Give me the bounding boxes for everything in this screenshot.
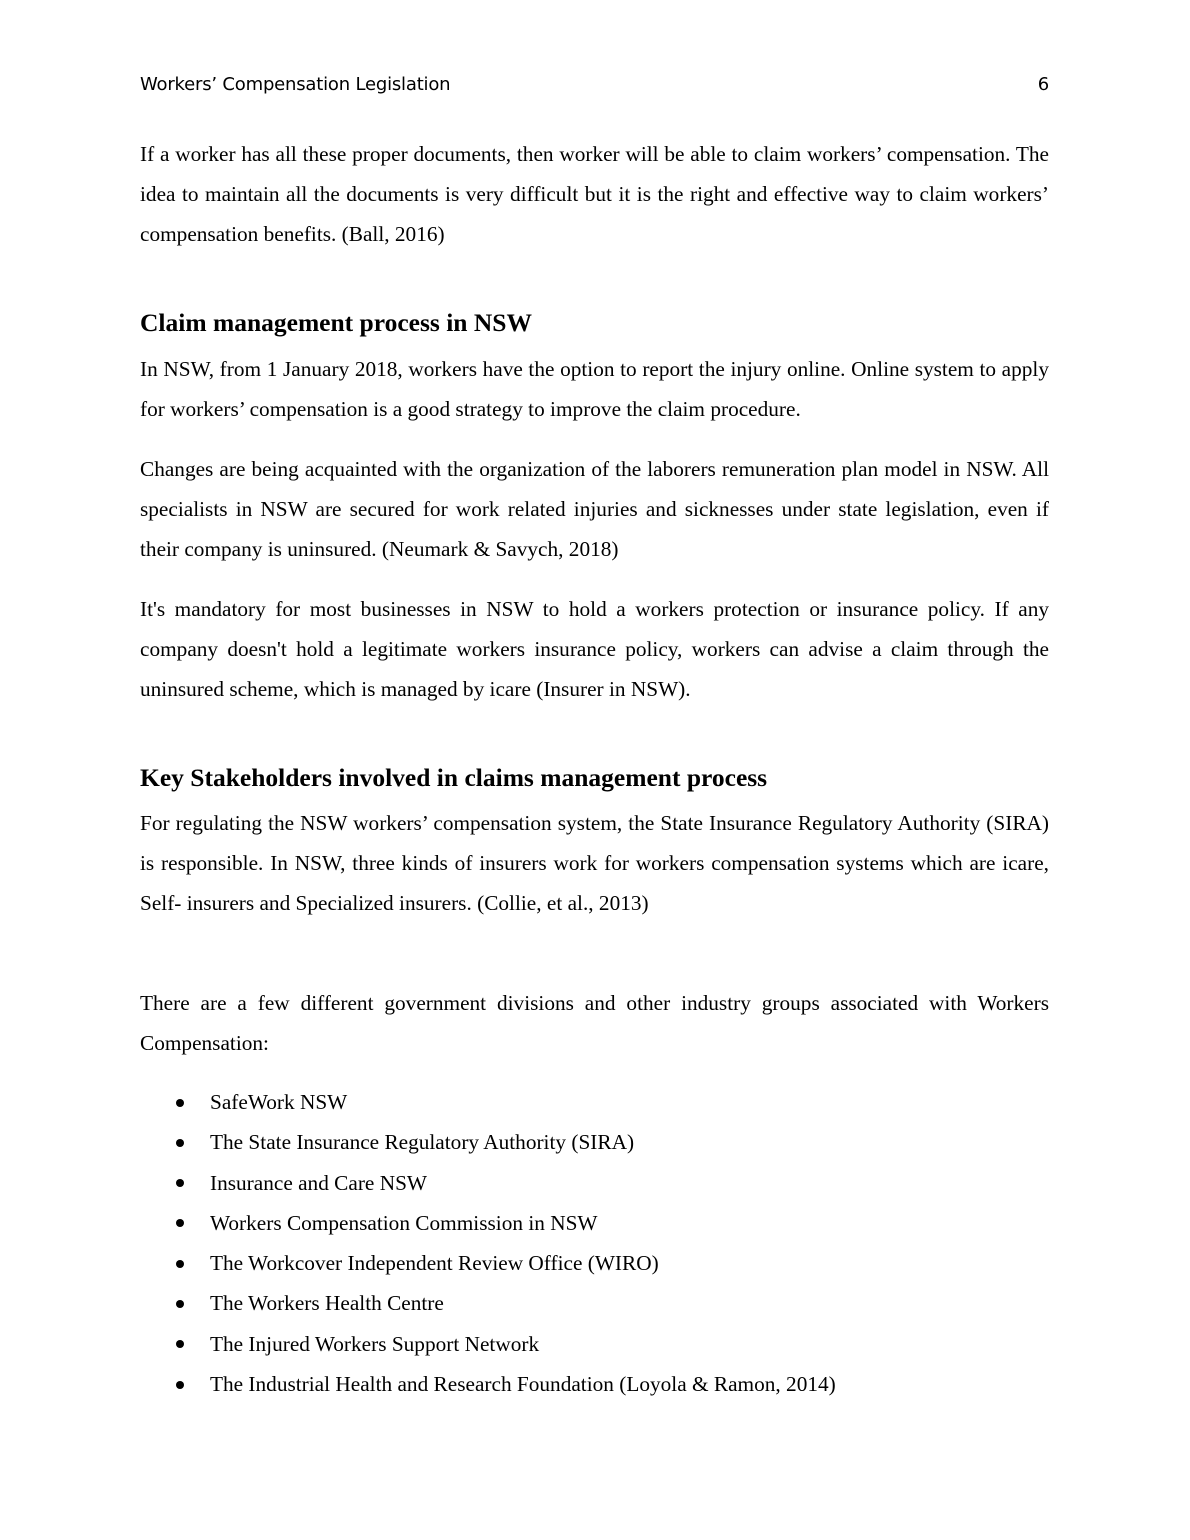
list-item [140, 1324, 1049, 1364]
bullet-icon [176, 1219, 184, 1227]
claim-section-heading-block [140, 306, 1049, 340]
bullet-icon [176, 1340, 184, 1348]
claim-paragraph-1: In NSW, from 1 January 2018, workers have the option to report the injury online. Online system to apply for workers’ compensation is a good strategy to improve the claim procedure. [140, 357, 1049, 421]
bullet-icon [176, 1260, 184, 1268]
list-item [140, 1163, 1049, 1203]
bullet-icon [176, 1300, 184, 1308]
bullet-icon [176, 1179, 184, 1187]
list-item-text: SafeWork NSW [210, 1090, 348, 1114]
list-item-text: The Workcover Independent Review Office (WIRO) [210, 1251, 659, 1276]
stakeholders-paragraph-2: There are a few different government divisions and other industry groups associated with Workers Compensation: [140, 991, 1049, 1055]
running-header [140, 70, 1049, 98]
claim-paragraph-2: Changes are being acquainted with the organization of the laborers remuneration plan model in NSW. All specialists in NSW are secured for work related injuries and sicknesses under state legislation, even if their company is uninsured. (Neumark & Savych, 2018) [140, 457, 1049, 561]
list-item [140, 1243, 1049, 1283]
list-item [140, 1203, 1049, 1243]
claim-section-heading: Claim management process in NSW [140, 308, 532, 337]
bullet-icon [176, 1381, 184, 1389]
claim-paragraph-2-block [140, 449, 1049, 569]
stakeholders-list-block [140, 1082, 1049, 1404]
claim-paragraph-3: It's mandatory for most businesses in NSW to hold a workers protection or insurance policy. If any company doesn't hold a legitimate workers insurance policy, workers can advise a claim through the uninsured scheme, which is managed by icare (Insurer in NSW). [140, 597, 1049, 701]
list-item-text: The Workers Health Centre [210, 1291, 444, 1316]
intro-block [140, 134, 1049, 254]
list-item-text: Insurance and Care NSW [210, 1170, 428, 1195]
list-item-text: The Injured Workers Support Network [210, 1331, 540, 1356]
list-item-text: The Industrial Health and Research Foundation (Loyola & Ramon, 2014) [210, 1372, 836, 1397]
stakeholders-section-heading: Key Stakeholders involved in claims management process [140, 763, 768, 792]
list-item-text: Workers Compensation Commission in NSW [210, 1210, 598, 1235]
stakeholders-paragraph-1: For regulating the NSW workers’ compensation system, the State Insurance Regulatory Authority (SIRA) is responsible. In NSW, three kinds of insurers work for workers compensation systems which are icare, Self- insurers and Specialized insurers. (Collie, et al., 2013) [140, 811, 1049, 915]
list-item [140, 1283, 1049, 1323]
stakeholders-paragraph-2-block [140, 983, 1049, 1063]
page-number: 6 [1037, 73, 1049, 95]
list-item [140, 1082, 1049, 1122]
list-item-text: The State Insurance Regulatory Authority (SIRA) [210, 1130, 635, 1155]
running-title: Workers’ Compensation Legislation [140, 73, 451, 95]
claim-paragraph-1-block [140, 349, 1049, 429]
stakeholders-paragraph-1-block [140, 803, 1049, 923]
bullet-icon [176, 1139, 184, 1147]
claim-paragraph-3-block [140, 589, 1049, 709]
stakeholders-list [140, 1082, 1049, 1404]
intro-paragraph: If a worker has all these proper documents, then worker will be able to claim workers’ compensation. The idea to maintain all the documents is very difficult but it is the right and effective way to claim workers’ compensation benefits. (Ball, 2016) [140, 142, 1049, 246]
stakeholders-section-heading-block [140, 761, 1049, 795]
bullet-icon [176, 1099, 184, 1107]
list-item [140, 1364, 1049, 1404]
list-item [140, 1122, 1049, 1162]
